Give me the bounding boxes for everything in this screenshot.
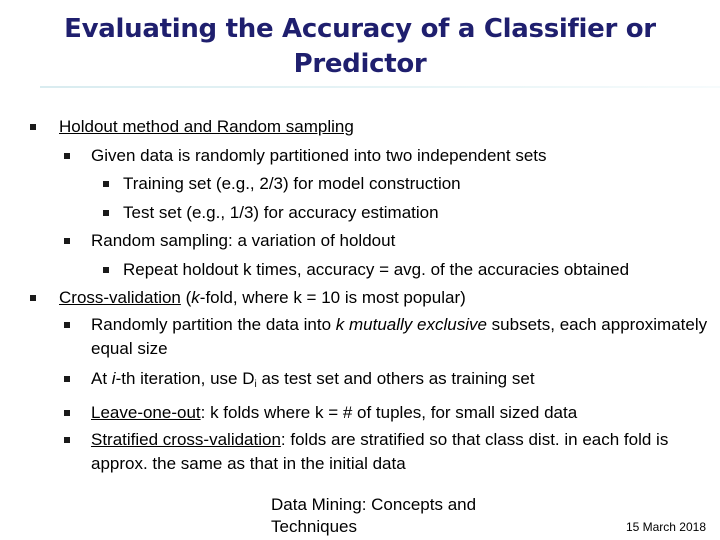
square-bullet-icon — [103, 181, 109, 187]
iteration-b: i — [111, 368, 116, 388]
square-bullet-icon — [64, 238, 70, 244]
partition-c: subsets, each approximately equal size — [91, 314, 708, 358]
loo-rest: : k folds where k = # of tuples, for small sized data — [200, 403, 578, 422]
given-data-text: Given data is randomly partitioned into two independent sets — [91, 145, 547, 165]
stratified-link: Stratified cross-validation — [91, 429, 281, 449]
cv-open: ( — [180, 288, 192, 307]
holdout-text: Holdout method and Random sampling — [59, 117, 354, 136]
cv-k: k — [191, 288, 200, 307]
square-bullet-icon — [64, 153, 70, 159]
stratified-rest: : folds are stratified so that class dist. in each fold is approx. the same as that in the initial data — [91, 429, 669, 473]
random-sampling-text: Random sampling: a variation of holdout — [91, 231, 396, 250]
bullet-given-data — [0, 142, 720, 171]
footer-line-2: Techniques — [271, 517, 358, 536]
bullet-repeat-holdout — [0, 256, 720, 285]
bullet-cross-validation — [0, 284, 720, 313]
slide-content — [0, 113, 720, 480]
footer-line-1: Data Mining: Concepts and — [271, 495, 477, 514]
square-bullet-icon — [64, 322, 70, 328]
title-divider — [40, 86, 720, 88]
square-bullet-icon — [64, 437, 70, 443]
iteration-d: as test set and others as training set — [256, 368, 535, 388]
square-bullet-icon — [30, 124, 36, 130]
square-bullet-icon — [103, 210, 109, 216]
square-bullet-icon — [64, 376, 70, 382]
slide-title: Evaluating the Accuracy of a Classifier or Predictor — [64, 14, 656, 79]
training-set-text: Training set (e.g., 2/3) for model construction — [123, 174, 461, 193]
partition-b: k mutually exclusive — [335, 314, 487, 334]
bullet-random-partition — [0, 313, 720, 361]
square-bullet-icon — [30, 295, 36, 301]
bullet-iteration — [0, 365, 720, 400]
iteration-c: -th iteration, use D — [115, 368, 255, 388]
footer-date: 15 March 2018 — [625, 520, 706, 534]
bullet-leave-one-out — [0, 399, 720, 428]
bullet-test-set — [0, 199, 720, 228]
iteration-sub: i — [254, 378, 257, 390]
bullet-holdout — [0, 113, 720, 142]
partition-a: Randomly partition the data into — [91, 314, 336, 334]
cross-validation-link: Cross-validation — [59, 288, 181, 307]
bullet-random-sampling — [0, 227, 720, 256]
square-bullet-icon — [103, 267, 109, 273]
square-bullet-icon — [64, 410, 70, 416]
test-set-text: Test set (e.g., 1/3) for accuracy estimation — [123, 202, 439, 222]
bullet-stratified — [0, 428, 720, 476]
cv-rest: -fold, where k = 10 is most popular) — [199, 288, 466, 307]
leave-one-out-link: Leave-one-out — [91, 403, 201, 422]
footer-text — [271, 494, 476, 538]
iteration-a: At — [91, 368, 112, 388]
bullet-training-set — [0, 170, 720, 199]
repeat-holdout-text: Repeat holdout k times, accuracy = avg. of the accuracies obtained — [123, 259, 630, 279]
